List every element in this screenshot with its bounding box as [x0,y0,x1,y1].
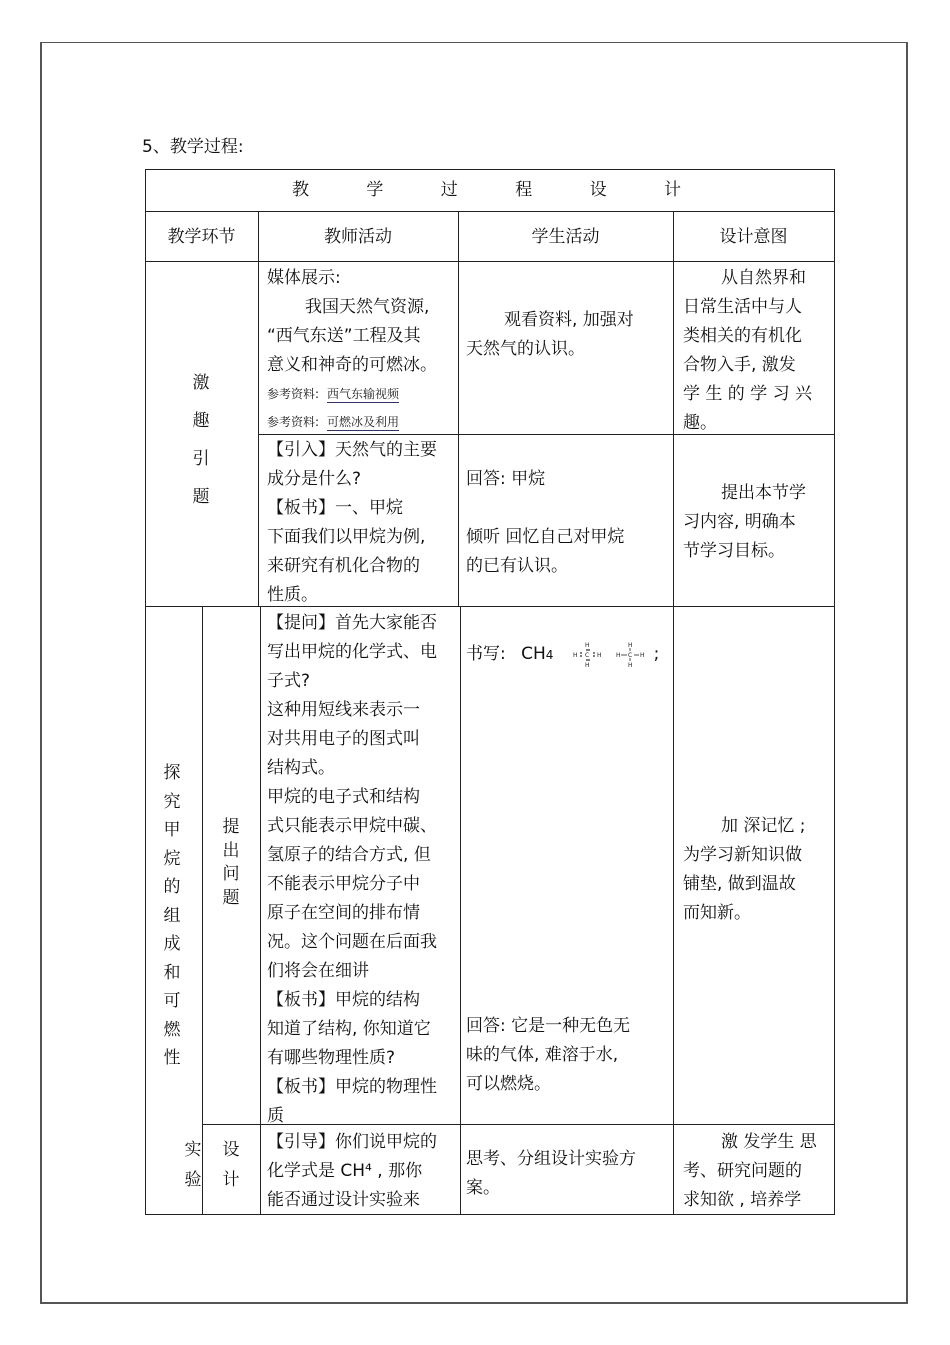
structural-formula-icon [614,641,648,667]
header-student: 学生活动 [531,227,600,247]
student-activity-properties: 回答: 它是一种无色无 味的气体, 难溶于水, 可以燃烧。 [466,1016,631,1094]
section-heading: 5、教学过程: [142,137,244,157]
teacher-activity-structure: 【提问】首先大家能否 写出甲烷的化学式、电 子式? 这种用短线来表示一 对共用电子的图式叫 结构式。 甲烷的电子式和结构 式只能表示甲烷中碳、 氢原子的结合方式, 但 不能表示甲烷分子中 原子在空间的排布情 况。这个问题在后面我 们将会在细讲 【板书】甲烷的结构 知道了结构, 你知道它 有哪些物理性质? 【板书】甲烷的物理性 质 [267,613,437,1126]
stage-label-intro: 激 趣 引 题 [192,373,210,507]
svg-text:H: H [584,642,590,649]
svg-text:H: H [596,652,602,659]
student-activity-answer-methane: 回答: 甲烷 倾听 回忆自己对甲烷 的已有认识。 [466,469,625,576]
student-write-formula: 书写: CH4 H H H H C H H H H C ; [466,642,660,667]
svg-text:H: H [640,652,645,659]
student-activity-watch: 观看资料, 加强对 天然气的认识。 [466,310,634,359]
teacher-activity-media: 媒体展示: 我国天然气资源, “西气东送”工程及其 意义和神奇的可燃冰。 参考资料: 西气东输视频 参考资料: 可燃冰及利用 [267,264,457,436]
teacher-activity-intro: 【引入】天然气的主要 成分是什么? 【板书】一、甲烷 下面我们以甲烷为例, 来研究有机化合物的 性质。 [267,440,437,605]
header-intent: 设计意图 [719,227,788,247]
student-activity-design: 思考、分组设计实验方 案。 [466,1149,636,1198]
svg-text:H: H [572,652,578,659]
svg-text:H: H [616,652,621,659]
sub-label-ask-question: 提 出 问 题 [222,817,240,908]
intent-objectives: 提出本节学 习内容, 明确本 节学习目标。 [683,483,806,561]
svg-text:C: C [584,652,590,659]
reference-video: 参考资料: 西气东输视频 [267,387,400,401]
electron-formula-icon [571,641,605,667]
header-stage: 教学环节 [167,227,236,247]
reference-ice: 参考资料: 可燃冰及利用 [267,415,400,429]
svg-text:H: H [628,642,633,649]
intent-review: 加 深记忆 ; 为学习新知识做 铺垫, 做到温故 而知新。 [683,816,806,923]
svg-text:C: C [628,652,633,659]
header-teacher: 教师活动 [324,227,392,247]
svg-text:H: H [584,662,590,667]
intent-curiosity: 激 发学生 思 考、研究问题的 求知欲 , 培养学 [683,1132,817,1210]
svg-text:H: H [628,662,633,667]
link-west-east-gas-video[interactable]: 西气东输视频 [327,387,400,401]
sub-label-design: 设 计 [222,1140,240,1190]
intent-interest: 从自然界和 日常生活中与人 类相关的有机化 合物入手, 激发 学 生 的 学 习 兴 趣。 [683,268,813,433]
link-combustible-ice[interactable]: 可燃冰及利用 [327,415,400,429]
table-title: 教 学 过 程 设 计 [291,180,708,200]
stage-label-explore: 探 究 甲 烷 的 组 成 和 可 燃 性 [163,763,181,1068]
methane-formula: CH4 [521,644,554,664]
stage-label-experiment: 实 验 [184,1140,202,1190]
teacher-activity-guide: 【引导】你们说甲烷的 化学式是 CH⁴ , 那你 能否通过设计实验来 [267,1132,437,1210]
